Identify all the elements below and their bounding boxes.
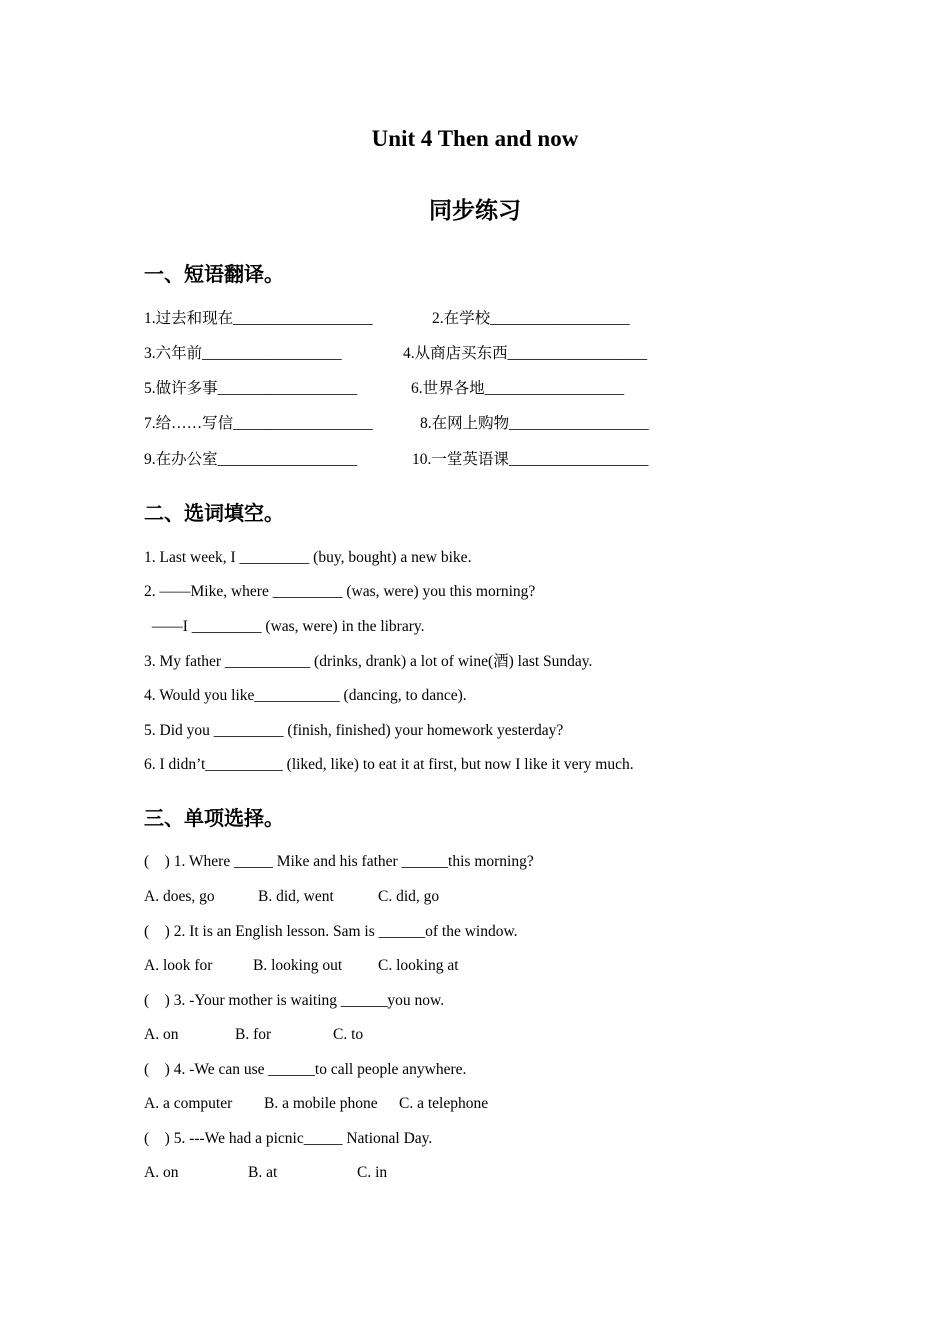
choice-option-5a: A. on bbox=[144, 1164, 179, 1181]
phrase-item-5: 5.做许多事__________________ bbox=[144, 380, 358, 397]
fill-item-6: 6. I didn’t__________ (liked, like) to eat it at first, but now I like it very much. bbox=[144, 756, 634, 773]
page-title: Unit 4 Then and now bbox=[371, 126, 579, 151]
choice-option-3c: C. to bbox=[333, 1026, 364, 1043]
fill-item-2: 2. ——Mike, where _________ (was, were) you this morning? bbox=[144, 583, 536, 600]
choice-option-1c: C. did, go bbox=[378, 888, 440, 905]
choice-question-1: ( ) 1. Where _____ Mike and his father ______this morning? bbox=[144, 853, 534, 870]
section-heading-1: 一、短语翻译。 bbox=[144, 262, 284, 286]
choice-option-2a: A. look for bbox=[144, 957, 213, 974]
page-subtitle: 同步练习 bbox=[429, 198, 521, 224]
choice-option-3b: B. for bbox=[235, 1026, 272, 1043]
choice-option-1b: B. did, went bbox=[258, 888, 334, 905]
choice-option-1a: A. does, go bbox=[144, 888, 215, 905]
choice-option-2b: B. looking out bbox=[253, 957, 343, 974]
choice-option-5c: C. in bbox=[357, 1164, 388, 1181]
phrase-item-9: 9.在办公室__________________ bbox=[144, 451, 358, 468]
phrase-item-6: 6.世界各地__________________ bbox=[411, 380, 625, 397]
phrase-item-2: 2.在学校__________________ bbox=[432, 310, 630, 327]
choice-option-3a: A. on bbox=[144, 1026, 179, 1043]
fill-item-5: 5. Did you _________ (finish, finished) your homework yesterday? bbox=[144, 722, 564, 739]
fill-item-2-reply: ——I _________ (was, were) in the library. bbox=[144, 618, 425, 635]
fill-item-3: 3. My father ___________ (drinks, drank) a lot of wine(酒) last Sunday. bbox=[144, 653, 593, 670]
fill-item-4: 4. Would you like___________ (dancing, to dance). bbox=[144, 687, 467, 704]
choice-option-4a: A. a computer bbox=[144, 1095, 233, 1112]
phrase-item-3: 3.六年前__________________ bbox=[144, 345, 342, 362]
choice-option-4c: C. a telephone bbox=[399, 1095, 489, 1112]
section-heading-3: 三、单项选择。 bbox=[144, 806, 284, 830]
phrase-item-7: 7.给……写信__________________ bbox=[144, 415, 373, 432]
phrase-item-10: 10.一堂英语课__________________ bbox=[412, 451, 649, 468]
choice-option-5b: B. at bbox=[248, 1164, 278, 1181]
phrase-item-4: 4.从商店买东西__________________ bbox=[403, 345, 648, 362]
choice-option-4b: B. a mobile phone bbox=[264, 1095, 378, 1112]
phrase-item-8: 8.在网上购物__________________ bbox=[420, 415, 649, 432]
section-heading-2: 二、选词填空。 bbox=[144, 501, 284, 525]
phrase-item-1: 1.过去和现在__________________ bbox=[144, 310, 373, 327]
choice-question-2: ( ) 2. It is an English lesson. Sam is ______of the window. bbox=[144, 923, 518, 940]
choice-option-2c: C. looking at bbox=[378, 957, 459, 974]
choice-question-4: ( ) 4. -We can use ______to call people anywhere. bbox=[144, 1061, 467, 1078]
choice-question-3: ( ) 3. -Your mother is waiting ______you now. bbox=[144, 992, 445, 1009]
choice-question-5: ( ) 5. ---We had a picnic_____ National Day. bbox=[144, 1130, 433, 1147]
fill-item-1: 1. Last week, I _________ (buy, bought) a new bike. bbox=[144, 549, 472, 566]
